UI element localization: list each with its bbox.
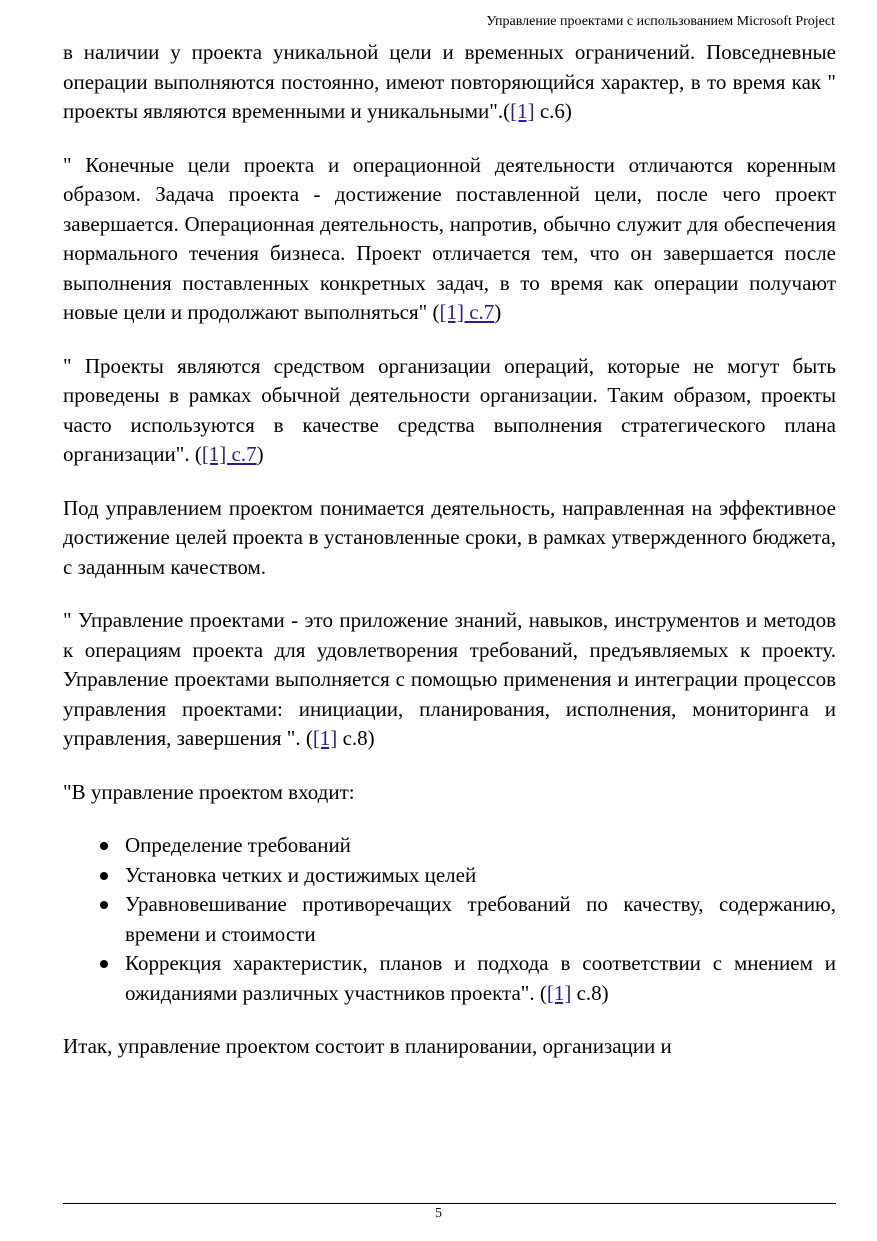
list-item: Уравновешивание противоречащих требований по качеству, содержанию, времени и стоимости [63,890,836,949]
bullet-list [63,831,836,1008]
footer-divider [63,1203,836,1204]
list-item: Определение требований [63,831,836,861]
running-header: Управление проектами с использованием Microsoft Project [486,14,835,29]
citation-link-5[interactable]: [1] [546,980,572,1005]
paragraph-5: " Управление проектами - это приложение знаний, навыков, инструментов и методов к операциям проекта для удовлетворения требований, предъявляемых к проекту. Управление проектами выполняется с помощью применения и интеграции процессов управления проектами: инициации, планирования, исполнения, мониторинга и управления, завершения ". ([1] с.8) [63,608,836,750]
list-item: Коррекция характеристик, планов и подхода в соответствии с мнением и ожиданиями различных участников проекта". ([1] с.8) [63,949,836,1008]
paragraph-6: "В управление проектом входит: [63,779,355,804]
citation-link-2[interactable]: [1] с.7 [439,300,495,324]
citation-link-3[interactable]: [1] с.7 [201,442,257,466]
citation-link-4[interactable]: [1] [312,726,338,750]
paragraph-2: " Конечные цели проекта и операционной деятельности отличаются коренным образом. Задача проекта - достижение поставленной цели, после чего проект завершается. Операционная деятельность, напротив, обычно служит для обеспечения нормального течения бизнеса. Проект отличается тем, что он завершается после выполнения поставленных конкретных задач, в то время как операции получают новые цели и продолжают выполняться" ([1] с.7) [63,152,836,324]
list-item: Установка четких и достижимых целей [63,861,836,891]
paragraph-4: Под управлением проектом понимается деятельность, направленная на эффективное достижение целей проекта в установленные сроки, в рамках утвержденного бюджета, с заданным качеством. [63,495,836,579]
citation-link-1[interactable]: [1] [510,99,535,123]
page-number: 5 [435,1206,442,1221]
paragraph-1: в наличии у проекта уникальной цели и временных ограничений. Повседневные операции выполняются постоянно, имеют повторяющийся характер, в то время как " проекты являются временными и уникальными".([1] с.6) [63,40,836,123]
paragraph-3: " Проекты являются средством организации операций, которые не могут быть проведены в рамках обычной деятельности организации. Таким образом, проекты часто используются в качестве средства выполнения стратегического плана организации". ([1] с.7) [63,353,836,466]
document-body [63,38,836,1086]
paragraph-closing: Итак, управление проектом состоит в планировании, организации и [63,1034,672,1058]
